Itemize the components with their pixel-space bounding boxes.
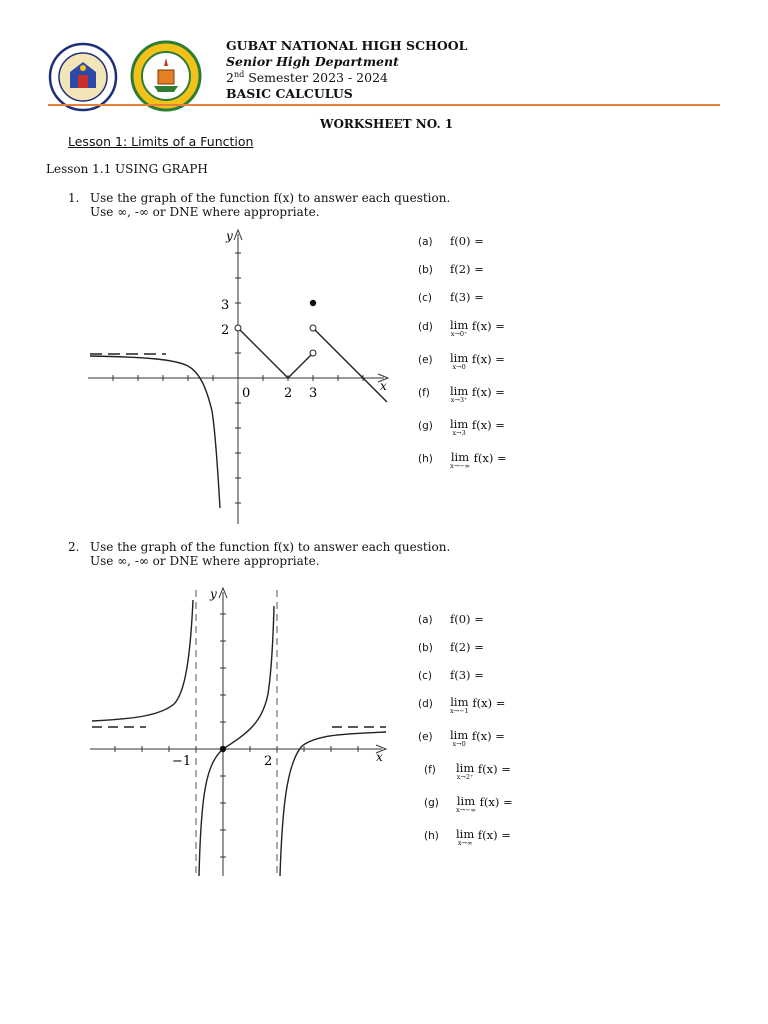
graph1-ytick-2: 2 (221, 323, 230, 338)
p1-item-c: (c) f(3) = (418, 290, 484, 304)
graph2-xtick-2: 2 (264, 754, 273, 769)
problem-2-graph (86, 584, 392, 884)
p2-item-h: (h) lim x→∞ f(x) = (424, 827, 511, 847)
p1-item-h: (h) lim x→−∞ f(x) = (418, 450, 507, 470)
deped-seal-logo (48, 42, 118, 112)
graph1-xtick-2: 2 (284, 386, 293, 401)
graph1-ytick-3: 3 (221, 298, 230, 313)
p2-item-d: (d) lim x→−1 f(x) = (418, 695, 506, 715)
graph1-segment-right (313, 328, 387, 402)
problem-1-number: 1. (68, 191, 80, 205)
graph2-x-label: x (376, 750, 383, 764)
graph2-middle-branch (199, 606, 274, 876)
p2-item-b: (b) f(2) = (418, 640, 484, 654)
problem-2-line2: Use ∞, -∞ or DNE where appropriate. (90, 554, 320, 568)
p2-item-c: (c) f(3) = (418, 668, 484, 682)
graph1-x-label: x (380, 379, 387, 393)
graph2-origin-point (220, 746, 226, 752)
semester-line: 2nd Semester 2023 - 2024 (226, 70, 388, 86)
subject-name: BASIC CALCULUS (226, 86, 353, 101)
p1-item-b: (b) f(2) = (418, 262, 484, 276)
p1-item-g: (g) lim x→3 f(x) = (418, 417, 505, 437)
problem-1-graph (84, 226, 396, 528)
sublesson-title: Lesson 1.1 USING GRAPH (46, 162, 208, 176)
p2-item-g: (g) lim x→−∞ f(x) = (424, 794, 513, 814)
school-seal-logo (130, 40, 202, 112)
graph2-right-branch (280, 732, 386, 876)
graph1-xtick-0: 0 (242, 386, 251, 401)
problem-2-line1: Use the graph of the function f(x) to answer each question. (90, 540, 451, 554)
lesson-title: Lesson 1: Limits of a Function (68, 134, 254, 149)
graph2-y-label: y (210, 587, 217, 601)
p2-item-f: (f) lim x→2⁺ f(x) = (424, 761, 511, 781)
school-name: GUBAT NATIONAL HIGH SCHOOL (226, 38, 468, 53)
header-divider (48, 104, 720, 106)
problem-2-number: 2. (68, 540, 80, 554)
graph1-open-point-3-2 (310, 325, 316, 331)
graph1-left-branch (90, 356, 220, 508)
graph1-segment-0-2 (238, 328, 288, 378)
p2-item-e: (e) lim x→0 f(x) = (418, 728, 505, 748)
graph1-open-point-3-1 (310, 350, 316, 356)
graph1-xtick-3: 3 (309, 386, 318, 401)
graph2-xtick-minus1: −1 (172, 754, 192, 769)
p2-item-a: (a) f(0) = (418, 612, 484, 626)
worksheet-title: WORKSHEET NO. 1 (320, 117, 454, 131)
department-name: Senior High Department (226, 54, 399, 69)
graph1-y-label: y (226, 229, 233, 243)
p1-item-f: (f) lim x→3⁺ f(x) = (418, 384, 505, 404)
graph2-left-branch (92, 600, 193, 721)
p1-item-a: (a) f(0) = (418, 234, 484, 248)
problem-1-line2: Use ∞, -∞ or DNE where appropriate. (90, 205, 320, 219)
graph1-open-point-0-2 (235, 325, 241, 331)
p1-item-e: (e) lim x→0 f(x) = (418, 351, 505, 371)
problem-1-line1: Use the graph of the function f(x) to answer each question. (90, 191, 451, 205)
graph1-segment-2-3 (288, 353, 313, 378)
p1-item-d: (d) lim x→0⁺ f(x) = (418, 318, 505, 338)
graph1-closed-point-3-3 (310, 300, 316, 306)
